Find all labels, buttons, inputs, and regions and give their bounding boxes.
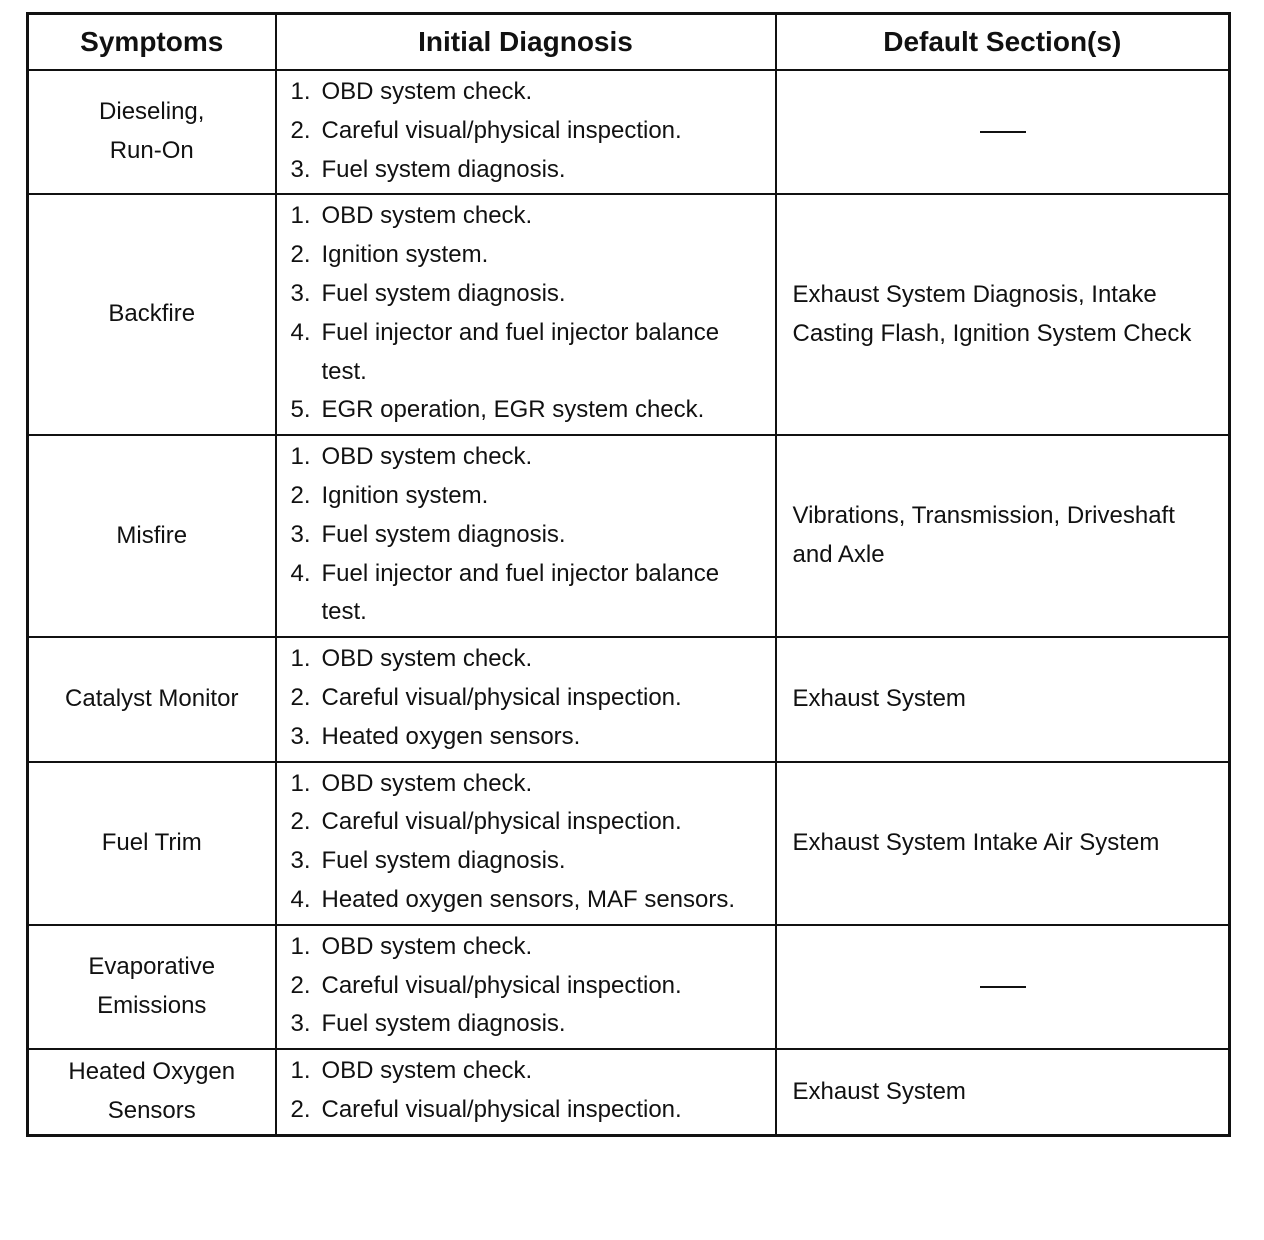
default-section-empty <box>776 70 1230 194</box>
step-number: 1. <box>290 202 311 230</box>
step-number: 3. <box>290 155 311 183</box>
default-section-cell: Exhaust System <box>776 637 1230 761</box>
step-number: 2. <box>290 481 311 509</box>
diagnosis-cell <box>276 435 776 637</box>
step-text: OBD system check. <box>321 932 533 960</box>
default-section-cell: Vibrations, Transmission, Driveshaft and Axle <box>776 435 1230 637</box>
empty-dash <box>980 131 1026 133</box>
step-text: Fuel system diagnosis. <box>321 279 566 307</box>
header-symptoms: Symptoms <box>28 14 276 71</box>
step-number: 3. <box>290 279 311 307</box>
diagnosis-cell <box>276 70 776 194</box>
step-number: 2. <box>290 1095 311 1123</box>
diagnosis-cell <box>276 762 776 925</box>
step-text: EGR operation, EGR system check. <box>321 396 705 424</box>
diagnosis-step <box>291 314 761 392</box>
step-number: 1. <box>290 443 311 471</box>
step-number: 2. <box>290 116 311 144</box>
symptom-cell <box>28 435 276 637</box>
diagnosis-steps <box>291 197 761 430</box>
step-number: 1. <box>290 645 311 673</box>
symptom-cell <box>28 637 276 761</box>
step-number: 3. <box>290 847 311 875</box>
step-number: 5. <box>290 396 311 424</box>
diagnosis-step <box>291 555 761 633</box>
step-number: 1. <box>290 1057 311 1085</box>
diagnosis-step <box>291 803 761 842</box>
diagnosis-step <box>291 967 761 1006</box>
step-text: Fuel system diagnosis. <box>321 155 566 183</box>
symptom-text: Evaporative <box>88 953 216 981</box>
table-row <box>28 637 1230 761</box>
diagnosis-step <box>291 842 761 881</box>
header-default-sections: Default Section(s) <box>776 14 1230 71</box>
step-text: Fuel system diagnosis. <box>321 520 566 548</box>
step-text: Careful visual/physical inspection. <box>321 1095 682 1123</box>
step-number: 2. <box>290 241 311 269</box>
diagnosis-steps <box>291 640 761 756</box>
diagnosis-steps <box>291 73 761 189</box>
symptom-text: Fuel Trim <box>101 828 202 856</box>
diagnosis-step <box>291 1052 761 1091</box>
diagnosis-step <box>291 640 761 679</box>
diagnosis-cell <box>276 1049 776 1135</box>
diagnosis-cell <box>276 925 776 1049</box>
symptom-cell <box>28 925 276 1049</box>
diagnosis-step <box>291 112 761 151</box>
symptom-text: Heated Oxygen <box>68 1058 236 1086</box>
step-number: 3. <box>290 1010 311 1038</box>
table-row <box>28 194 1230 435</box>
symptom-cell <box>28 194 276 435</box>
step-number: 3. <box>290 722 311 750</box>
step-text: OBD system check. <box>321 78 533 105</box>
symptom-cell <box>28 70 276 194</box>
step-text: OBD system check. <box>321 443 533 471</box>
step-text: Fuel injector and fuel injector balance test. <box>321 559 720 626</box>
symptom-text: Sensors <box>107 1096 196 1124</box>
empty-dash <box>980 986 1026 988</box>
diagnosis-step <box>291 438 761 477</box>
step-text: Careful visual/physical inspection. <box>321 116 682 144</box>
diagnosis-cell <box>276 637 776 761</box>
table-row <box>28 435 1230 637</box>
diagnosis-step <box>291 1005 761 1044</box>
table-row <box>28 925 1230 1049</box>
step-number: 4. <box>290 559 311 587</box>
table-row <box>28 1049 1230 1135</box>
default-section-cell: Exhaust System Intake Air System <box>776 762 1230 925</box>
step-text: Careful visual/physical inspection. <box>321 808 682 836</box>
diagnosis-step <box>291 197 761 236</box>
symptom-text: Run-On <box>109 137 194 165</box>
default-section-cell: Exhaust System Diagnosis, Intake Casting Flash, Ignition System Check <box>776 194 1230 435</box>
diagnosis-table <box>26 12 1231 1137</box>
step-text: Careful visual/physical inspection. <box>321 683 682 711</box>
diagnosis-step <box>291 516 761 555</box>
table-row <box>28 70 1230 194</box>
diagnosis-steps <box>291 928 761 1044</box>
diagnosis-step <box>291 765 761 804</box>
diagnosis-step <box>291 881 761 920</box>
symptom-text: Misfire <box>116 521 188 549</box>
diagnosis-step <box>291 236 761 275</box>
step-number: 1. <box>290 78 311 105</box>
default-section-empty <box>776 925 1230 1049</box>
step-text: Fuel injector and fuel injector balance test. <box>321 318 720 385</box>
header-row <box>28 14 1230 71</box>
step-number: 1. <box>290 769 311 797</box>
diagnosis-step <box>291 391 761 430</box>
symptom-text: Emissions <box>97 991 207 1019</box>
symptom-cell <box>28 1049 276 1135</box>
step-text: Heated oxygen sensors. <box>321 722 581 750</box>
symptom-text: Dieseling, <box>99 98 205 126</box>
diagnosis-steps <box>291 1052 761 1130</box>
step-number: 2. <box>290 683 311 711</box>
diagnosis-step <box>291 73 761 112</box>
diagnosis-step <box>291 1091 761 1130</box>
header-initial-diagnosis: Initial Diagnosis <box>276 14 776 71</box>
step-number: 1. <box>290 932 311 960</box>
step-text: OBD system check. <box>321 1057 533 1085</box>
step-number: 2. <box>290 971 311 999</box>
step-number: 4. <box>290 885 311 913</box>
table-body <box>28 70 1230 1135</box>
step-number: 2. <box>290 808 311 836</box>
diagnosis-steps <box>291 765 761 920</box>
symptom-cell <box>28 762 276 925</box>
diagnosis-step <box>291 928 761 967</box>
diagnosis-step <box>291 151 761 190</box>
step-text: Fuel system diagnosis. <box>321 1010 566 1038</box>
step-text: Ignition system. <box>321 481 489 509</box>
step-text: Careful visual/physical inspection. <box>321 971 682 999</box>
step-text: Heated oxygen sensors, MAF sensors. <box>321 885 736 913</box>
diagnosis-cell <box>276 194 776 435</box>
table-row <box>28 762 1230 925</box>
diagnosis-steps <box>291 438 761 632</box>
diagnosis-step <box>291 275 761 314</box>
step-text: OBD system check. <box>321 202 533 230</box>
diagnosis-step <box>291 679 761 718</box>
step-text: OBD system check. <box>321 769 533 797</box>
step-text: Ignition system. <box>321 241 489 269</box>
step-text: Fuel system diagnosis. <box>321 847 566 875</box>
default-section-cell: Exhaust System <box>776 1049 1230 1135</box>
step-number: 3. <box>290 520 311 548</box>
symptom-text: Backfire <box>108 300 196 328</box>
symptom-text: Catalyst Monitor <box>65 684 239 712</box>
step-number: 4. <box>290 318 311 346</box>
diagnosis-step <box>291 477 761 516</box>
diagnosis-step <box>291 718 761 757</box>
step-text: OBD system check. <box>321 645 533 673</box>
